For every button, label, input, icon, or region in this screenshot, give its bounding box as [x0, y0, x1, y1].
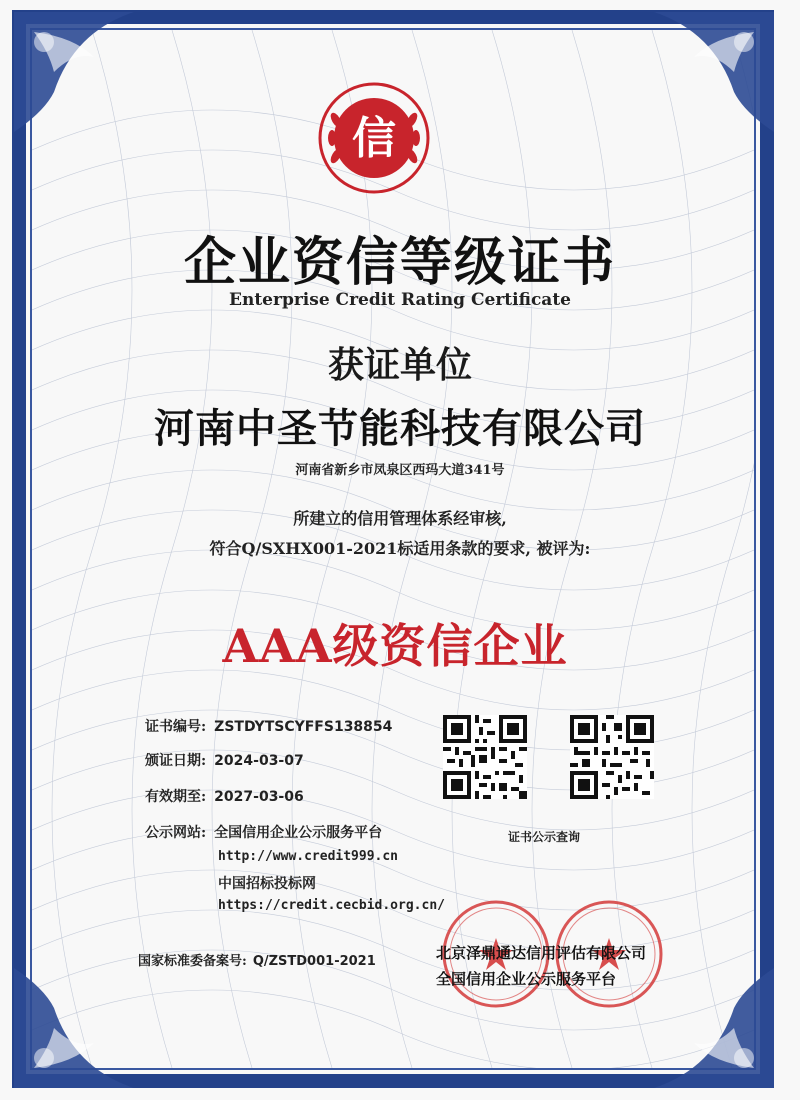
- rating-level: AAA级资信企业: [222, 619, 568, 673]
- filing-value: Q/ZSTD001-2021: [252, 954, 376, 969]
- company-address: 河南省新乡市凤泉区西玛大道341号: [295, 463, 505, 478]
- corner-ornament-icon: [14, 12, 164, 162]
- corner-ornament-icon: [624, 12, 774, 162]
- valid-date-value: 2027-03-06: [214, 789, 304, 805]
- qr-caption: 证书公示查询: [508, 830, 581, 844]
- issue-date-row: [145, 750, 304, 770]
- site1-url[interactable]: http://www.credit999.cn: [218, 849, 399, 864]
- company-name: 河南中圣节能科技有限公司: [154, 405, 646, 452]
- site2-name: 中国招标投标网: [218, 876, 316, 892]
- issuer-line-1: 北京泽鼎通达信用评估有限公司: [436, 944, 647, 962]
- qr-code-icon[interactable]: [570, 715, 654, 799]
- certificate-title: 企业资信等级证书: [183, 232, 616, 293]
- website-label: 公示网站:: [145, 825, 207, 841]
- cert-number-label: 证书编号:: [145, 719, 207, 735]
- valid-date-row: [145, 786, 304, 806]
- filing-label: 国家标准委备案号:: [138, 954, 247, 969]
- issue-date-value: 2024-03-07: [214, 753, 304, 769]
- description-line-2: 符合Q/SXHX001-2021标适用条款的要求, 被评为:: [209, 539, 591, 558]
- awarded-unit-label: 获证单位: [327, 344, 472, 386]
- description-line-1: 所建立的信用管理体系经审核,: [293, 509, 507, 528]
- site2-url[interactable]: https://credit.cecbid.org.cn/: [218, 898, 445, 913]
- cert-number-value: ZSTDYTSCYFFS138854: [214, 719, 393, 735]
- site1-name: 全国信用企业公示服务平台: [214, 825, 383, 841]
- credit-emblem-icon: [318, 82, 430, 194]
- cert-number-row: [145, 716, 392, 736]
- filing-row: [138, 950, 376, 969]
- issuer-line-2: 全国信用企业公示服务平台: [436, 970, 617, 988]
- issue-date-label: 颁证日期:: [145, 753, 207, 769]
- emblem-glyph: 信: [352, 113, 396, 164]
- certificate-subtitle: Enterprise Credit Rating Certificate: [229, 290, 571, 310]
- valid-date-label: 有效期至:: [145, 789, 207, 805]
- website-row: [145, 822, 382, 842]
- qr-code-icon[interactable]: [443, 715, 527, 799]
